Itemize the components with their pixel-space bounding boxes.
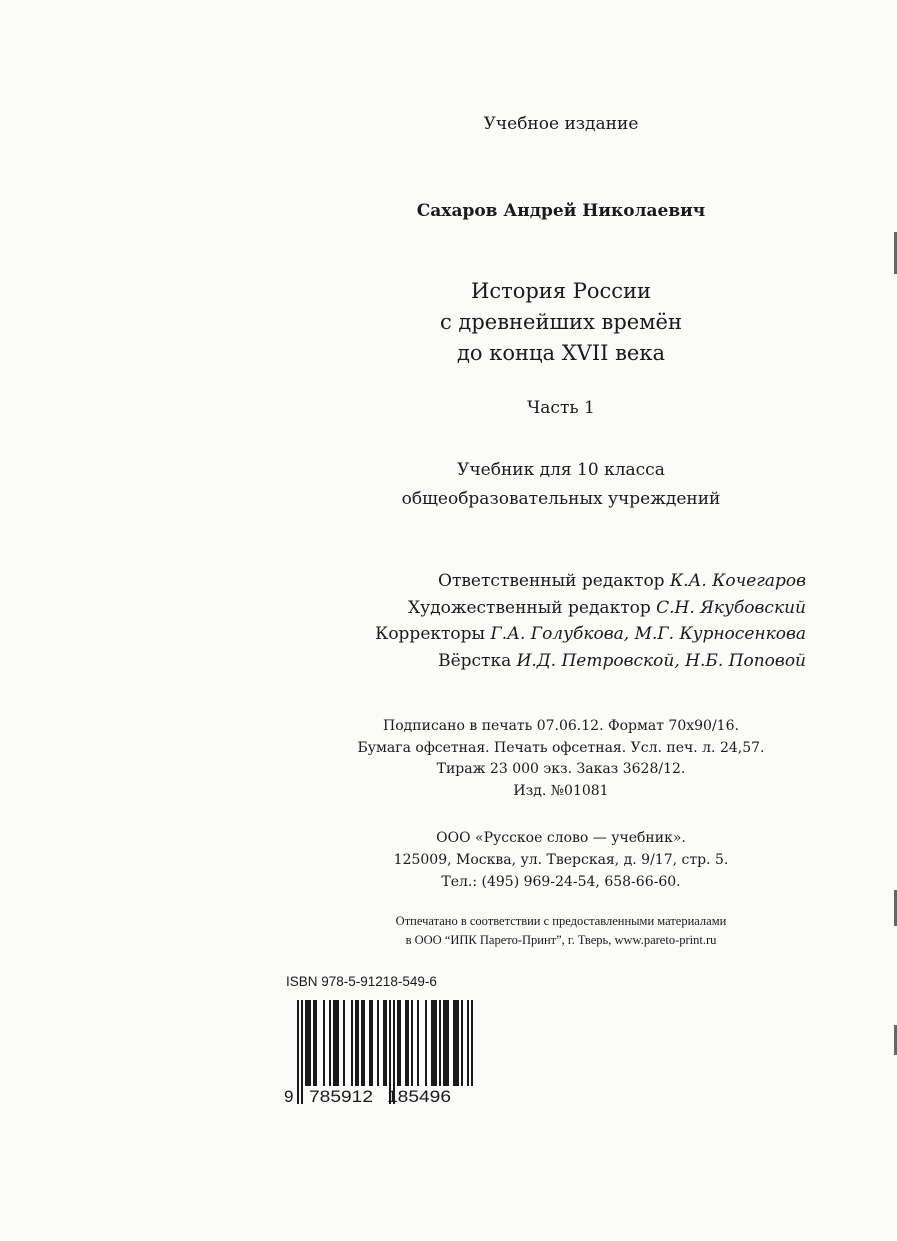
barcode-bar bbox=[351, 1000, 353, 1086]
title-line: История России bbox=[471, 279, 651, 303]
credits bbox=[375, 568, 806, 674]
credit-role: Художественный редактор bbox=[408, 597, 651, 618]
printing-line: Отпечатано в соответствии с предоставленными материалами bbox=[395, 914, 727, 928]
barcode-bar bbox=[361, 1000, 363, 1086]
barcode-bar bbox=[417, 1000, 419, 1086]
barcode-bar bbox=[453, 1000, 455, 1086]
credit-role: Корректоры bbox=[375, 624, 486, 644]
publisher-line: ООО «Русское слово — учебник». bbox=[436, 830, 686, 846]
credit-line bbox=[375, 595, 806, 622]
barcode-bar bbox=[457, 1000, 459, 1086]
author-name: Сахаров Андрей Николаевич bbox=[416, 201, 706, 221]
barcode-bar bbox=[461, 1000, 463, 1086]
barcode-bar bbox=[407, 1000, 409, 1086]
barcode-right-digits: 185496 bbox=[387, 1087, 451, 1106]
barcode-bar bbox=[447, 1000, 449, 1086]
barcode-bar bbox=[397, 1000, 399, 1086]
barcode-bar bbox=[443, 1000, 445, 1086]
barcode-bar bbox=[363, 1000, 365, 1086]
barcode-bar bbox=[455, 1000, 457, 1086]
barcode-bar bbox=[329, 1000, 331, 1086]
credit-line bbox=[375, 568, 806, 595]
book-title bbox=[0, 276, 897, 369]
barcode-bar bbox=[307, 1000, 309, 1086]
barcode-bar bbox=[435, 1000, 437, 1086]
barcode-bar bbox=[371, 1000, 373, 1086]
barcode-bar bbox=[323, 1000, 325, 1086]
imprint-block bbox=[0, 716, 897, 802]
barcode-bar bbox=[335, 1000, 337, 1086]
barcode-bar bbox=[431, 1000, 433, 1086]
barcode-bar bbox=[383, 1000, 385, 1086]
barcode-bar bbox=[305, 1000, 307, 1086]
isbn-number: ISBN 978-5-91218-549-6 bbox=[286, 974, 437, 989]
barcode-bar bbox=[309, 1000, 311, 1086]
credit-role: Ответственный редактор bbox=[438, 571, 665, 591]
barcode-bar bbox=[377, 1000, 379, 1086]
imprint-line: Тираж 23 000 экз. Заказ 3628/12. bbox=[436, 761, 686, 777]
barcode-bar bbox=[405, 1000, 407, 1086]
subtitle bbox=[0, 456, 897, 514]
publisher-line: Тел.: (495) 969-24-54, 658-66-60. bbox=[441, 874, 681, 890]
barcode-bar bbox=[425, 1000, 427, 1086]
barcode-bar bbox=[301, 1000, 303, 1104]
publisher-block bbox=[0, 827, 897, 893]
barcode-bar bbox=[337, 1000, 339, 1086]
barcode-bar bbox=[357, 1000, 359, 1086]
imprint-line: Бумага офсетная. Печать офсетная. Усл. печ. л. 24,57. bbox=[357, 739, 765, 756]
printing-line: в ООО “ИПК Парето-Принт”, г. Тверь, www.pareto-print.ru bbox=[405, 933, 717, 947]
barcode-bar bbox=[343, 1000, 345, 1086]
barcode-bar bbox=[313, 1000, 315, 1086]
barcode-bar bbox=[297, 1000, 299, 1104]
imprint-line: Изд. №01081 bbox=[513, 782, 609, 799]
barcode-bar bbox=[315, 1000, 317, 1086]
credit-names: Г.А. Голубкова, М.Г. Курносенкова bbox=[490, 624, 806, 644]
barcode-bar bbox=[433, 1000, 435, 1086]
isbn-barcode bbox=[283, 1000, 479, 1108]
barcode-bar bbox=[369, 1000, 371, 1086]
title-line: до конца XVII века bbox=[457, 341, 665, 365]
barcode-bar bbox=[385, 1000, 387, 1086]
barcode-first-digit: 9 bbox=[284, 1087, 294, 1106]
barcode-bar bbox=[471, 1000, 473, 1086]
subtitle-line: общеобразовательных учреждений bbox=[401, 489, 721, 509]
credit-line bbox=[375, 648, 806, 675]
credit-names: К.А. Кочегаров bbox=[669, 571, 806, 591]
edition-type: Учебное издание bbox=[483, 114, 639, 134]
barcode-bar bbox=[411, 1000, 413, 1086]
barcode-bar bbox=[467, 1000, 469, 1086]
barcode-bar bbox=[445, 1000, 447, 1086]
credit-line bbox=[375, 621, 806, 648]
barcode-bar bbox=[399, 1000, 401, 1086]
credit-names: С.Н. Якубовский bbox=[656, 597, 806, 618]
printing-block bbox=[0, 912, 897, 950]
part-label: Часть 1 bbox=[527, 398, 595, 418]
credit-names: И.Д. Петровской, Н.Б. Поповой bbox=[516, 650, 806, 671]
title-line: с древнейших времён bbox=[440, 310, 682, 334]
credit-role: Вёрстка bbox=[438, 650, 512, 671]
barcode-left-digits: 785912 bbox=[309, 1087, 373, 1106]
barcode-bar bbox=[439, 1000, 441, 1086]
subtitle-line: Учебник для 10 класса bbox=[457, 460, 665, 480]
barcode-bar bbox=[355, 1000, 357, 1086]
barcode-bar bbox=[333, 1000, 335, 1086]
publisher-line: 125009, Москва, ул. Тверская, д. 9/17, стр. 5. bbox=[393, 852, 729, 868]
imprint-line: Подписано в печать 07.06.12. Формат 70х90/16. bbox=[383, 718, 739, 734]
